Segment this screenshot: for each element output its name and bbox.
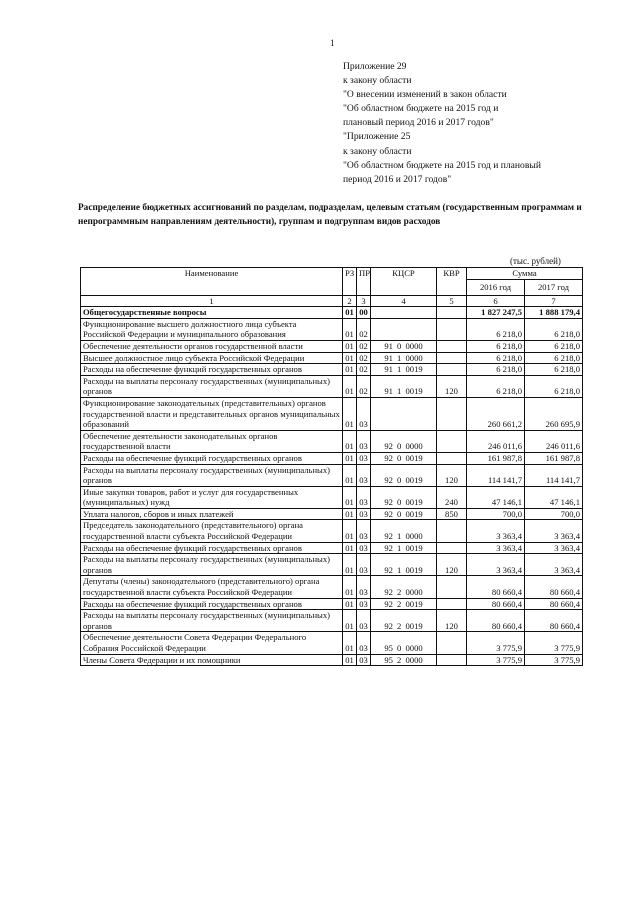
row-name: Расходы на выплаты персоналу государственных (муниципальных) органов [81,464,343,486]
row-sum-2016: 6 218,0 [467,364,525,376]
table-row [81,576,583,598]
row-sum-2017: 3 775,9 [525,654,583,666]
row-pr: 02 [357,375,371,397]
row-sum-2016: 246 011,6 [467,430,525,452]
row-rz: 01 [343,486,357,508]
budget-table [80,267,583,666]
row-name: Общегосударственные вопросы [81,307,343,319]
row-kcsr: 91 1 0019 [371,375,437,397]
row-name: Депутаты (члены) законодательного (представительного) органа государственной власти субъекта Российской Федерации [81,576,343,598]
row-pr: 02 [357,340,371,352]
row-rz: 01 [343,508,357,520]
row-kcsr: 92 1 0019 [371,542,437,554]
row-name: Обеспечение деятельности органов государственной власти [81,340,343,352]
row-sum-2016: 3 363,4 [467,520,525,542]
row-sum-2017: 3 363,4 [525,554,583,576]
row-sum-2016: 80 660,4 [467,610,525,632]
row-pr: 00 [357,307,371,319]
row-sum-2017: 6 218,0 [525,318,583,340]
table-row [81,486,583,508]
row-kvr [437,452,467,464]
row-kvr [437,654,467,666]
table-row [81,554,583,576]
row-kvr [437,542,467,554]
col-number: 4 [371,295,437,307]
row-pr: 02 [357,352,371,364]
row-sum-2016: 1 827 247,5 [467,307,525,319]
row-sum-2017: 3 775,9 [525,632,583,654]
row-rz: 01 [343,307,357,319]
table-row [81,654,583,666]
col-number: 2 [343,295,357,307]
row-pr: 03 [357,598,371,610]
table-row [81,352,583,364]
row-sum-2017: 6 218,0 [525,364,583,376]
row-name: Члены Совета Федерации и их помощники [81,654,343,666]
appendix-line: Приложение 29 [343,61,407,72]
row-name: Расходы на обеспечение функций государственных органов [81,542,343,554]
row-kcsr: 92 1 0000 [371,520,437,542]
row-pr: 03 [357,520,371,542]
row-kcsr: 92 2 0019 [371,598,437,610]
row-sum-2016: 3 363,4 [467,542,525,554]
row-kcsr [371,307,437,319]
row-name: Расходы на выплаты персоналу государственных (муниципальных) органов [81,610,343,632]
table-row [81,632,583,654]
row-kcsr: 92 1 0019 [371,554,437,576]
col-number: 3 [357,295,371,307]
row-sum-2016: 6 218,0 [467,340,525,352]
row-rz: 01 [343,397,357,430]
row-kcsr: 92 0 0019 [371,452,437,464]
row-pr: 03 [357,542,371,554]
row-sum-2017: 6 218,0 [525,375,583,397]
table-row [81,375,583,397]
col-number: 1 [81,295,343,307]
table-row [81,464,583,486]
row-kvr [437,598,467,610]
row-sum-2016: 114 141,7 [467,464,525,486]
row-pr: 03 [357,508,371,520]
row-name: Расходы на выплаты персоналу государственных (муниципальных) органов [81,375,343,397]
row-name: Высшее должностное лицо субъекта Российской Федерации [81,352,343,364]
table-row [81,318,583,340]
appendix-line: "Об областном бюджете на 2015 год и плановый [343,159,541,171]
row-kvr [437,364,467,376]
table-row [81,598,583,610]
row-sum-2016: 3 363,4 [467,554,525,576]
row-pr: 02 [357,364,371,376]
table-row [81,520,583,542]
row-name: Обеспечение деятельности законодательных органов государственной власти [81,430,343,452]
row-rz: 01 [343,452,357,464]
header-kvr: КВР [437,268,467,296]
row-pr: 03 [357,610,371,632]
row-sum-2016: 3 775,9 [467,632,525,654]
row-pr: 03 [357,554,371,576]
header-name: Наименование [81,268,343,296]
row-name: Председатель законодательного (представительного) органа государственной власти субъекта Российской Федерации [81,520,343,542]
row-sum-2017: 700,0 [525,508,583,520]
row-sum-2016: 161 987,8 [467,452,525,464]
row-sum-2016: 6 218,0 [467,318,525,340]
row-sum-2017: 1 888 179,4 [525,307,583,319]
row-sum-2017: 47 146,1 [525,486,583,508]
row-sum-2017: 6 218,0 [525,340,583,352]
row-name: Иные закупки товаров, работ и услуг для государственных (муниципальных) нужд [81,486,343,508]
row-rz: 01 [343,352,357,364]
row-name: Расходы на выплаты персоналу государственных (муниципальных) органов [81,554,343,576]
row-rz: 01 [343,654,357,666]
row-kvr [437,340,467,352]
row-rz: 01 [343,340,357,352]
page-number: 1 [330,38,335,48]
row-name: Функционирование законодательных (представительных) органов государственной власти и представительных органов муниципальных образований [81,397,343,430]
row-sum-2016: 3 775,9 [467,654,525,666]
table-row [81,508,583,520]
row-pr: 03 [357,486,371,508]
row-sum-2017: 80 660,4 [525,610,583,632]
row-kcsr: 92 2 0019 [371,610,437,632]
row-rz: 01 [343,576,357,598]
header-sum: Сумма [467,268,583,280]
row-pr: 03 [357,576,371,598]
row-sum-2016: 6 218,0 [467,375,525,397]
header-pr: ПР [357,268,371,296]
row-kvr: 850 [437,508,467,520]
col-number: 6 [467,295,525,307]
table-row [81,430,583,452]
table-row [81,452,583,464]
row-sum-2017: 260 695,9 [525,397,583,430]
row-name: Расходы на обеспечение функций государственных органов [81,452,343,464]
row-kvr [437,520,467,542]
row-pr: 03 [357,397,371,430]
row-kvr [437,352,467,364]
row-sum-2017: 80 660,4 [525,598,583,610]
row-kvr: 240 [437,486,467,508]
row-kcsr: 92 0 0000 [371,430,437,452]
row-kcsr: 91 1 0000 [371,352,437,364]
appendix-line: к закону области [343,145,412,157]
row-kvr: 120 [437,610,467,632]
row-sum-2017: 161 987,8 [525,452,583,464]
header-rz: РЗ [343,268,357,296]
col-number: 5 [437,295,467,307]
row-sum-2017: 114 141,7 [525,464,583,486]
row-pr: 03 [357,430,371,452]
row-rz: 01 [343,318,357,340]
row-pr: 03 [357,464,371,486]
row-sum-2016: 80 660,4 [467,598,525,610]
row-rz: 01 [343,430,357,452]
document-title: Распределение бюджетных ассигнований по разделам, подразделам, целевым статьям (государственным программам и непрограммным направлениям деятельности), группам и подгруппам видов расходов [78,203,582,227]
row-name: Расходы на обеспечение функций государственных органов [81,364,343,376]
row-sum-2017: 3 363,4 [525,542,583,554]
appendix-line: период 2016 и 2017 годов" [343,173,452,185]
row-rz: 01 [343,632,357,654]
header-kcsr: КЦСР [371,268,437,296]
row-name: Обеспечение деятельности Совета Федерации Федерального Собрания Российской Федерации [81,632,343,654]
appendix-line: "Приложение 25 [343,131,411,143]
row-sum-2016: 260 661,2 [467,397,525,430]
row-kvr [437,307,467,319]
units-label: (тыс. рублей) [510,256,561,266]
row-kvr [437,576,467,598]
table-row [81,364,583,376]
row-sum-2017: 6 218,0 [525,352,583,364]
appendix-line: "Об областном бюджете на 2015 год и [343,103,499,115]
row-sum-2016: 80 660,4 [467,576,525,598]
row-kvr [437,318,467,340]
row-name: Уплата налогов, сборов и иных платежей [81,508,343,520]
row-pr: 02 [357,318,371,340]
row-kcsr: 95 0 0000 [371,632,437,654]
col-number: 7 [525,295,583,307]
row-rz: 01 [343,542,357,554]
row-kcsr: 92 0 0019 [371,464,437,486]
table-row [81,542,583,554]
row-kvr: 120 [437,464,467,486]
appendix-line: к закону области [343,75,412,87]
row-sum-2017: 80 660,4 [525,576,583,598]
row-sum-2016: 47 146,1 [467,486,525,508]
row-name: Функционирование высшего должностного лица субъекта Российской Федерации и муниципального образования [81,318,343,340]
row-pr: 03 [357,654,371,666]
row-sum-2017: 246 011,6 [525,430,583,452]
row-rz: 01 [343,464,357,486]
row-kcsr [371,397,437,430]
row-sum-2017: 3 363,4 [525,520,583,542]
row-sum-2016: 700,0 [467,508,525,520]
row-rz: 01 [343,520,357,542]
row-rz: 01 [343,598,357,610]
table-row [81,307,583,319]
appendix-line: "О внесении изменений в закон области [343,89,507,101]
row-kcsr: 92 0 0019 [371,508,437,520]
row-rz: 01 [343,375,357,397]
row-rz: 01 [343,554,357,576]
header-2017: 2017 год [525,279,583,295]
row-kvr [437,632,467,654]
appendix-line: плановый период 2016 и 2017 годов" [343,117,494,129]
row-kcsr: 92 0 0019 [371,486,437,508]
appendix-note [343,60,603,187]
table-row [81,340,583,352]
row-pr: 03 [357,632,371,654]
row-pr: 03 [357,452,371,464]
row-rz: 01 [343,610,357,632]
row-kvr: 120 [437,375,467,397]
row-sum-2016: 6 218,0 [467,352,525,364]
row-kcsr [371,318,437,340]
header-2016: 2016 год [467,279,525,295]
row-name: Расходы на обеспечение функций государственных органов [81,598,343,610]
row-kvr [437,397,467,430]
table-row [81,610,583,632]
row-kvr [437,430,467,452]
row-rz: 01 [343,364,357,376]
budget-rows [81,307,583,666]
row-kcsr: 91 0 0000 [371,340,437,352]
row-kcsr: 91 1 0019 [371,364,437,376]
row-kcsr: 92 2 0000 [371,576,437,598]
table-row [81,397,583,430]
row-kvr: 120 [437,554,467,576]
row-kcsr: 95 2 0000 [371,654,437,666]
